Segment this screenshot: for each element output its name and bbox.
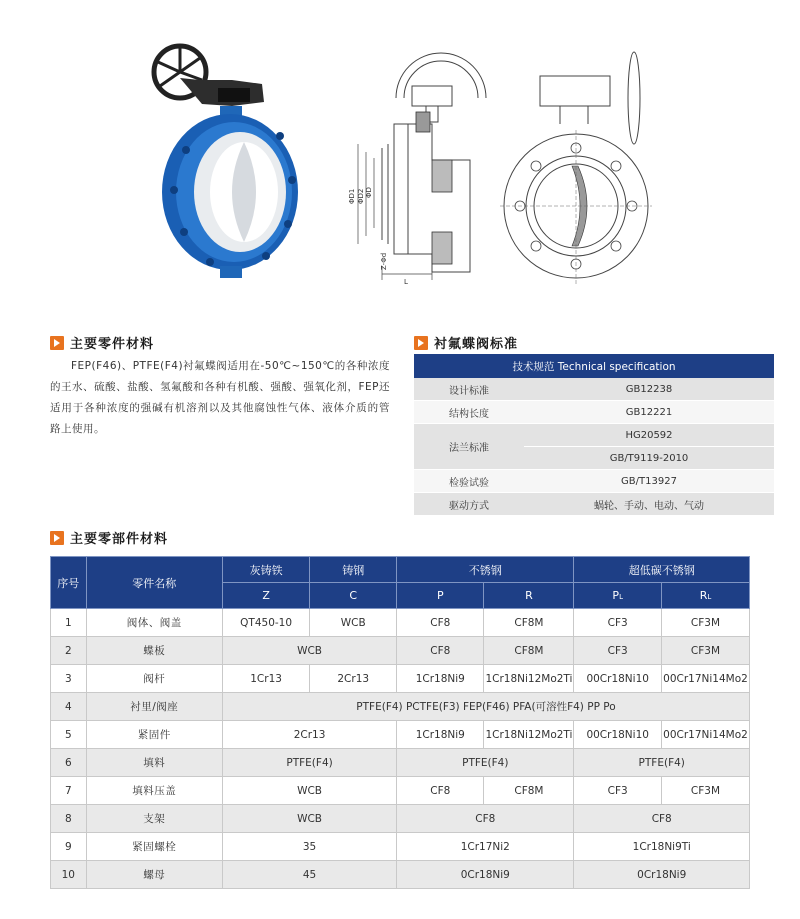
cell-no: 4	[51, 693, 87, 721]
header-stainless: 不锈钢	[397, 557, 574, 583]
cell-plrl: CF8	[574, 805, 750, 833]
cell-no: 1	[51, 609, 87, 637]
cell-lining-materials: PTFE(F4) PCTFE(F3) FEP(F46) PFA(可溶性F4) PP Po	[222, 693, 749, 721]
table-row	[51, 609, 750, 637]
header-rl: RL	[661, 583, 749, 609]
cell-r: CF8M	[484, 609, 574, 637]
cell-p: 1Cr18Ni9	[397, 721, 484, 749]
materials-table	[50, 556, 750, 889]
cell-part-name: 填料压盖	[86, 777, 222, 805]
table-row	[51, 637, 750, 665]
spec-label: 设计标准	[414, 378, 524, 401]
arrow-bullet-icon	[50, 336, 64, 350]
intro-paragraph: FEP(F46)、PTFE(F4)衬氟蝶阀适用在-50℃~150℃的各种浓度的王水、硫酸、盐酸、氢氟酸和各种有机酸、强酸、强氧化剂，FEP还适用于各种浓度的强碱有机溶剂以及其他腐蚀性气体、液体介质的管路上使用。	[50, 360, 390, 435]
dim-label-zd: Z-Φd	[380, 252, 388, 270]
cell-p: CF8	[397, 637, 484, 665]
cell-pr: PTFE(F4)	[397, 749, 574, 777]
cell-pl: 00Cr18Ni10	[574, 665, 662, 693]
spec-value: GB12221	[524, 401, 774, 424]
arrow-bullet-icon	[50, 531, 64, 545]
spec-value: GB12238	[524, 378, 774, 401]
cell-part-name: 衬里/阀座	[86, 693, 222, 721]
table-row	[51, 693, 750, 721]
table-row	[51, 861, 750, 889]
section-materials-header	[50, 528, 168, 547]
header-c: C	[310, 583, 397, 609]
cell-r: 1Cr18Ni12Mo2Ti	[484, 665, 574, 693]
table-row	[51, 749, 750, 777]
cell-zc: 45	[222, 861, 396, 889]
header-name: 零件名称	[86, 557, 222, 609]
cell-part-name: 紧固件	[86, 721, 222, 749]
table-row	[414, 470, 774, 493]
cell-pr: 0Cr18Ni9	[397, 861, 574, 889]
cell-zc: WCB	[222, 805, 396, 833]
cell-zc: WCB	[222, 777, 396, 805]
header-p: P	[397, 583, 484, 609]
cell-rl: CF3M	[661, 777, 749, 805]
spec-value: GB/T9119-2010	[524, 447, 774, 470]
cell-zc: WCB	[222, 637, 396, 665]
cell-rl: 00Cr17Ni14Mo2	[661, 721, 749, 749]
cell-rl: 00Cr17Ni14Mo2	[661, 665, 749, 693]
section-main-parts-header	[50, 333, 154, 352]
cell-rl: CF3M	[661, 609, 749, 637]
spec-value: GB/T13927	[524, 470, 774, 493]
header-cast-steel: 铸钢	[310, 557, 397, 583]
cell-pr: CF8	[397, 805, 574, 833]
header-z: Z	[222, 583, 309, 609]
cell-c: 2Cr13	[310, 665, 397, 693]
cell-r: 1Cr18Ni12Mo2Ti	[484, 721, 574, 749]
cell-plrl: 0Cr18Ni9	[574, 861, 750, 889]
cell-z: QT450-10	[222, 609, 309, 637]
cell-no: 6	[51, 749, 87, 777]
cell-no: 9	[51, 833, 87, 861]
cell-no: 8	[51, 805, 87, 833]
cell-no: 10	[51, 861, 87, 889]
cell-part-name: 蝶板	[86, 637, 222, 665]
header-r: R	[484, 583, 574, 609]
cell-no: 3	[51, 665, 87, 693]
section-title: 主要零部件材料	[70, 532, 169, 547]
cell-c: WCB	[310, 609, 397, 637]
cell-pl: CF3	[574, 637, 662, 665]
cell-part-name: 支架	[86, 805, 222, 833]
section-title: 衬氟蝶阀标准	[434, 337, 519, 352]
cell-part-name: 阀体、阀盖	[86, 609, 222, 637]
spec-value: 蜗轮、手动、电动、气动	[524, 493, 774, 516]
spec-label: 结构长度	[414, 401, 524, 424]
dim-label-d1: ΦD1	[348, 188, 356, 204]
spec-label: 检验试验	[414, 470, 524, 493]
cell-pr: 1Cr17Ni2	[397, 833, 574, 861]
cell-no: 7	[51, 777, 87, 805]
cell-plrl: PTFE(F4)	[574, 749, 750, 777]
table-row	[51, 805, 750, 833]
header-gray-iron: 灰铸铁	[222, 557, 309, 583]
cell-r: CF8M	[484, 637, 574, 665]
header-no: 序号	[51, 557, 87, 609]
table-row	[414, 424, 774, 447]
cell-part-name: 填料	[86, 749, 222, 777]
valve-section-drawing	[338, 48, 498, 288]
cell-zc: 2Cr13	[222, 721, 396, 749]
spec-value: HG20592	[524, 424, 774, 447]
header-pl: PL	[574, 583, 662, 609]
dim-label-d: ΦD	[365, 187, 373, 198]
cell-p: 1Cr18Ni9	[397, 665, 484, 693]
header-low-carbon-stainless: 超低碳不锈钢	[574, 557, 750, 583]
arrow-bullet-icon	[414, 336, 428, 350]
table-row	[51, 777, 750, 805]
cell-no: 2	[51, 637, 87, 665]
cell-z: 1Cr13	[222, 665, 309, 693]
cell-p: CF8	[397, 777, 484, 805]
cell-part-name: 螺母	[86, 861, 222, 889]
cell-part-name: 紧固螺栓	[86, 833, 222, 861]
section-title: 主要零件材料	[70, 337, 155, 352]
cell-pl: 00Cr18Ni10	[574, 721, 662, 749]
cell-part-name: 阀杆	[86, 665, 222, 693]
cell-zc: 35	[222, 833, 396, 861]
cell-p: CF8	[397, 609, 484, 637]
valve-front-drawing	[500, 48, 660, 288]
cell-plrl: 1Cr18Ni9Ti	[574, 833, 750, 861]
cell-zc: PTFE(F4)	[222, 749, 396, 777]
table-row	[51, 833, 750, 861]
section-standards-header	[414, 333, 518, 352]
spec-label: 法兰标准	[414, 424, 524, 470]
spec-label: 驱动方式	[414, 493, 524, 516]
spec-table-header: 技术规范 Technical specification	[414, 354, 774, 378]
table-row	[51, 721, 750, 749]
valve-product-illustration	[140, 40, 310, 280]
dim-label-d2: ΦD2	[357, 188, 365, 204]
table-row	[51, 665, 750, 693]
cell-no: 5	[51, 721, 87, 749]
cell-rl: CF3M	[661, 637, 749, 665]
spec-table	[414, 354, 774, 516]
cell-pl: CF3	[574, 609, 662, 637]
table-row	[414, 493, 774, 516]
cell-pl: CF3	[574, 777, 662, 805]
cell-r: CF8M	[484, 777, 574, 805]
table-row	[414, 401, 774, 424]
dim-label-l: L	[404, 278, 408, 286]
table-row	[414, 378, 774, 401]
